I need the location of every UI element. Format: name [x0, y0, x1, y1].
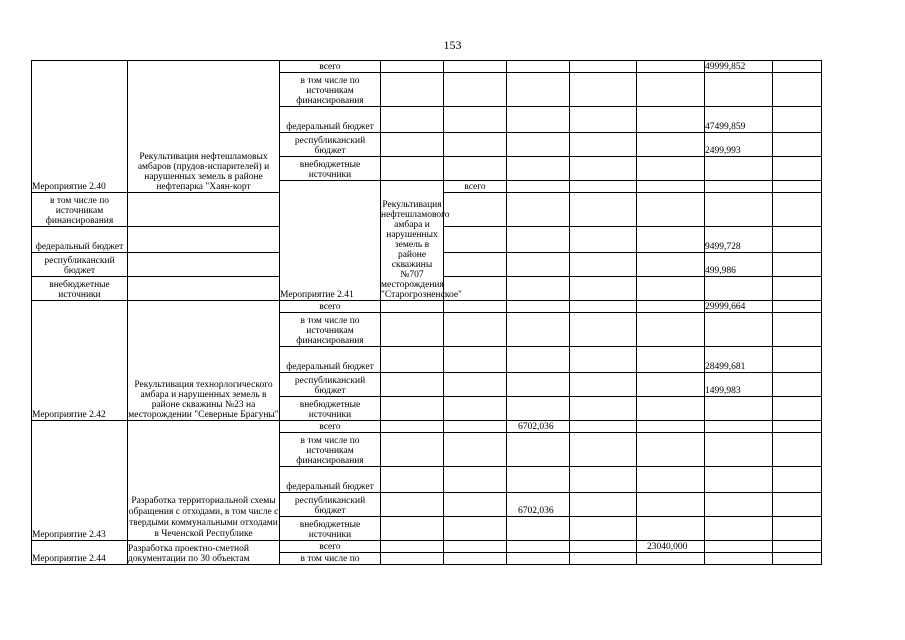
source-total: всего: [444, 181, 507, 193]
measure-description: Рекультивация нефтешламового амбара и нарушенных земель в районе скважины №707 месторождения "Старогрозненское": [381, 181, 444, 301]
value-federal: 9499,728: [705, 227, 773, 253]
measure-label: Мероприятие 2.41: [280, 181, 381, 301]
financing-table: [31, 60, 822, 565]
value-total: 23040,000: [637, 541, 705, 553]
source-republic: республиканский бюджет: [280, 133, 381, 157]
measure-description: Разработка территориальной схемы обращения с отходами, в том числе с твердыми коммунальными отходами в Чеченской Республике: [128, 421, 280, 541]
value-total: 49999,852: [705, 61, 773, 73]
source-extra: внебюджетные источники: [280, 397, 381, 421]
source-total: всего: [280, 541, 381, 553]
measure-description: Разработка проектно-сметной документации по 30 объектам: [128, 541, 280, 565]
table-row: [32, 541, 822, 553]
measure-description: Рекультивация технорлогического амбара и нарушенных земель в районе скважины №23 на месторождении "Северные Брагуны": [128, 301, 280, 421]
source-incl: в том числе по источникам финансирования: [280, 73, 381, 107]
source-federal: федеральный бюджет: [280, 107, 381, 133]
measure-label: Мероприятие 2.44: [32, 541, 128, 565]
value-republic: 499,986: [705, 253, 773, 277]
source-federal: федеральный бюджет: [32, 227, 128, 253]
measure-label: Мероприятие 2.42: [32, 301, 128, 421]
source-republic: республиканский бюджет: [280, 373, 381, 397]
source-federal: федеральный бюджет: [280, 347, 381, 373]
table-row: [32, 421, 822, 433]
source-total: всего: [280, 301, 381, 313]
source-incl: в том числе по источникам финансирования: [280, 433, 381, 467]
measure-label: Мероприятие 2.40: [32, 61, 128, 193]
value-total: 29999,664: [705, 301, 773, 313]
source-republic: республиканский бюджет: [280, 493, 381, 517]
value-total: 6702,036: [507, 421, 570, 433]
value-republic: 6702,036: [507, 493, 570, 517]
value-federal: 28499,681: [705, 347, 773, 373]
value-republic: 2499,993: [705, 133, 773, 157]
measure-description: Рекультивация нефтешламовых амбаров (прудов-испарителей) и нарушенных земель в районе нефтепарка "Хаян-корт: [128, 61, 280, 193]
source-incl: в том числе по источникам финансирования: [32, 193, 128, 227]
table-row: [32, 61, 822, 73]
source-extra: внебюджетные источники: [280, 157, 381, 181]
value-republic: 1499,983: [705, 373, 773, 397]
value-federal: 47499,859: [705, 107, 773, 133]
source-incl: в том числе по источникам финансирования: [280, 313, 381, 347]
source-total: всего: [280, 421, 381, 433]
source-extra: внебюджетные источники: [280, 517, 381, 541]
table-row: [32, 301, 822, 313]
source-total: всего: [280, 61, 381, 73]
source-republic: республиканский бюджет: [32, 253, 128, 277]
measure-label: Мероприятие 2.43: [32, 421, 128, 541]
source-extra: внебюджетные источники: [32, 277, 128, 301]
source-incl-short: в том числе по: [280, 553, 381, 565]
source-federal: федеральный бюджет: [280, 467, 381, 493]
page-number: 153: [443, 38, 462, 52]
